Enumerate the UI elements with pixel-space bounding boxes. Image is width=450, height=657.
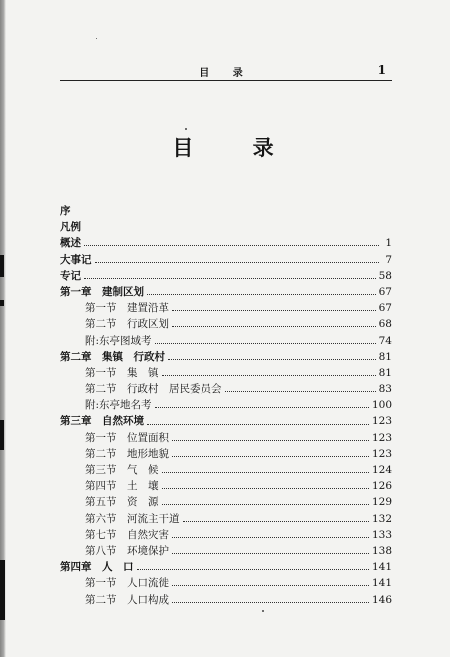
toc-entry-title: 序 xyxy=(60,205,71,217)
dot-leader xyxy=(172,439,369,441)
running-header xyxy=(60,64,392,81)
toc-entry xyxy=(60,462,392,478)
table-of-contents xyxy=(60,203,392,608)
toc-entry-title: 第一节 集 镇 xyxy=(85,366,159,379)
scan-mark xyxy=(0,420,4,450)
toc-entry-title: 第二节 行政区划 xyxy=(85,318,169,331)
dot-leader xyxy=(225,390,376,392)
dot-leader xyxy=(172,455,369,457)
toc-entry xyxy=(60,219,392,235)
toc-entry-page-number: 7 xyxy=(385,253,392,266)
toc-entry-title: 第四节 土 壤 xyxy=(85,480,159,493)
toc-entry xyxy=(60,300,392,316)
toc-entry-page-number: 81 xyxy=(378,350,392,363)
toc-entry-page-number: 124 xyxy=(371,464,392,476)
toc-entry-title: 第八节 环境保护 xyxy=(85,544,169,557)
header-title: 目 录 xyxy=(199,68,253,79)
toc-entry-title: 附:东亭图域考 xyxy=(85,334,152,347)
toc-entry-page-number: 58 xyxy=(378,269,392,282)
scan-speck xyxy=(96,38,97,39)
toc-entry xyxy=(60,365,392,381)
toc-entry xyxy=(60,333,392,349)
toc-entry-page-number: 146 xyxy=(371,593,392,606)
page-title: 目 录 xyxy=(172,136,300,160)
toc-entry-page-number: 123 xyxy=(371,431,392,444)
dot-leader xyxy=(162,471,369,473)
dot-leader xyxy=(183,520,369,522)
dot-leader xyxy=(147,423,369,425)
toc-entry xyxy=(60,527,392,543)
toc-entry-title: 第一节 位置面积 xyxy=(85,431,169,444)
dot-leader xyxy=(162,503,369,505)
toc-entry-title: 第一节 建置沿革 xyxy=(85,302,169,315)
dot-leader xyxy=(172,584,369,586)
toc-entry xyxy=(60,478,392,494)
toc-entry-page-number: 141 xyxy=(371,561,392,574)
toc-entry-title: 第七节 自然灾害 xyxy=(85,528,169,541)
dot-leader xyxy=(147,293,376,295)
dot-leader xyxy=(172,325,376,327)
toc-entry xyxy=(60,252,392,268)
toc-entry-page-number: 100 xyxy=(371,399,392,412)
scan-mark xyxy=(0,560,5,620)
toc-entry-page-number: 126 xyxy=(371,480,392,493)
toc-entry-title: 第二节 人口构成 xyxy=(85,593,169,606)
scan-speck xyxy=(262,610,264,612)
toc-entry-page-number: 138 xyxy=(371,544,392,557)
toc-entry-title: 凡例 xyxy=(60,221,81,234)
toc-entry xyxy=(60,430,392,446)
toc-entry-page-number: 132 xyxy=(371,512,392,525)
toc-entry-title: 第二节 地形地貌 xyxy=(85,447,169,460)
toc-entry xyxy=(60,413,392,429)
dot-leader xyxy=(137,568,369,570)
toc-entry xyxy=(60,494,392,510)
toc-entry-title: 第四章 人 口 xyxy=(60,561,134,574)
toc-entry-title: 第一节 人口流徙 xyxy=(85,577,169,590)
toc-entry xyxy=(60,543,392,559)
toc-entry-title: 第三节 气 候 xyxy=(85,464,159,476)
toc-entry-title: 附:东亭地名考 xyxy=(85,399,152,412)
scan-mark xyxy=(0,255,4,277)
dot-leader xyxy=(95,261,380,263)
toc-entry xyxy=(60,268,392,284)
toc-entry xyxy=(60,203,392,219)
toc-entry xyxy=(60,559,392,575)
dot-leader xyxy=(172,309,376,311)
toc-entry-page-number: 123 xyxy=(371,447,392,460)
toc-entry-title: 概述 xyxy=(60,237,81,250)
toc-entry xyxy=(60,316,392,332)
toc-entry-title: 第二章 集镇 行政村 xyxy=(60,350,165,363)
toc-entry xyxy=(60,397,392,413)
toc-entry-page-number: 67 xyxy=(378,302,392,315)
toc-entry-title: 第二节 行政村 居民委员会 xyxy=(85,383,222,396)
dot-leader xyxy=(172,601,369,603)
scan-mark xyxy=(0,300,4,306)
toc-entry xyxy=(60,235,392,251)
toc-entry-page-number: 67 xyxy=(378,285,392,298)
dot-leader xyxy=(155,342,376,344)
toc-entry-page-number: 141 xyxy=(371,577,392,590)
toc-entry xyxy=(60,284,392,300)
toc-entry-page-number: 123 xyxy=(371,415,392,428)
toc-entry-title: 第三章 自然环境 xyxy=(60,415,144,428)
toc-entry xyxy=(60,511,392,527)
toc-entry-title: 专记 xyxy=(60,269,81,282)
toc-entry xyxy=(60,349,392,365)
toc-entry xyxy=(60,575,392,591)
toc-entry xyxy=(60,446,392,462)
toc-entry-page-number: 133 xyxy=(371,528,392,541)
toc-entry-title: 第五节 资 源 xyxy=(85,496,159,509)
toc-entry-title: 第一章 建制区划 xyxy=(60,285,144,298)
dot-leader xyxy=(155,406,369,408)
scan-shadow-left xyxy=(0,0,6,657)
toc-entry xyxy=(60,381,392,397)
toc-entry-title: 第六节 河流主干道 xyxy=(85,512,180,525)
toc-entry xyxy=(60,592,392,608)
toc-entry-page-number: 1 xyxy=(385,237,392,250)
dot-leader xyxy=(172,552,369,554)
dot-leader xyxy=(168,358,376,360)
header-page-number: 1 xyxy=(377,63,386,77)
dot-leader xyxy=(84,277,376,279)
dot-leader xyxy=(84,244,379,246)
toc-entry-page-number: 81 xyxy=(378,366,392,379)
scan-speck xyxy=(185,128,187,130)
toc-entry-title: 大事记 xyxy=(60,253,92,266)
toc-entry-page-number: 129 xyxy=(371,496,392,509)
dot-leader xyxy=(162,374,376,376)
dot-leader xyxy=(172,536,369,538)
toc-entry-page-number: 68 xyxy=(378,318,392,331)
toc-entry-page-number: 83 xyxy=(378,383,392,396)
dot-leader xyxy=(162,487,369,489)
toc-entry-page-number: 74 xyxy=(378,334,392,347)
